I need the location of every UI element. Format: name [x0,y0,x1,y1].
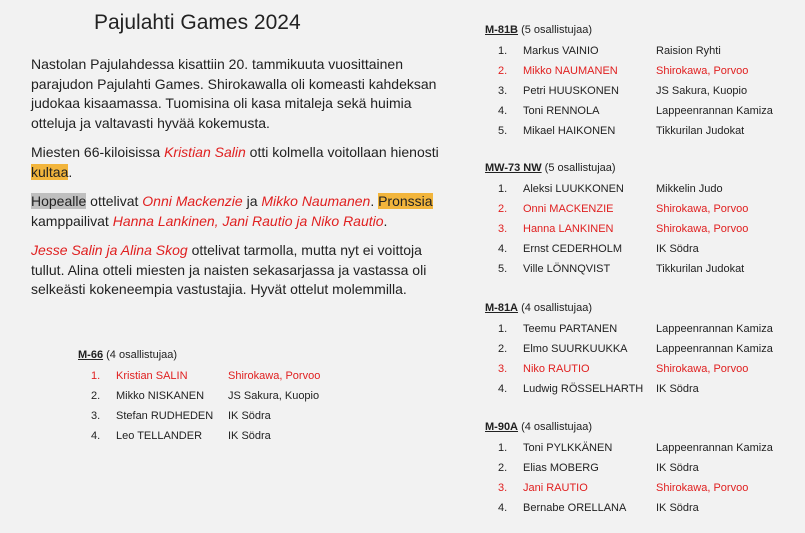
result-row [485,199,800,219]
club-name: Lappeenrannan Kamiza [656,323,773,335]
athlete-names: Hanna Lankinen, Jani Rautio ja Niko Rautio [112,212,384,229]
category-header [485,20,800,40]
athlete-name: Ernst CEDERHOLM [523,243,623,255]
participant-count: (5 osallistujaa) [541,162,616,174]
results-m90a [485,417,800,518]
result-row [485,379,800,399]
result-row [78,386,378,406]
athlete-name: Hanna LANKINEN [523,223,614,235]
result-row [485,359,800,379]
club-name: Tikkurilan Judokat [656,263,745,275]
club-name: Raision Ryhti [656,45,721,57]
club-name: Shirokawa, Porvoo [656,223,749,235]
participant-count: (4 osallistujaa) [518,302,592,314]
placement: 4. [498,383,508,395]
gold-highlight: kultaa [31,163,69,180]
club-name: Shirokawa, Porvoo [228,370,321,382]
placement: 2. [498,343,508,355]
result-row [485,498,800,518]
placement: 4. [498,243,508,255]
category-code: M-66 [78,349,104,361]
club-name: Shirokawa, Porvoo [656,363,749,375]
bronze-highlight: Pronssia [378,193,433,209]
club-name: Tikkurilan Judokat [656,125,745,137]
text: ottelivat [86,193,143,209]
athlete-name: Markus VAINIO [523,45,599,57]
text: ottelivat tarmolla, mutta nyt ei voittoja tullut. Alina otteli miesten ja naisten sekasarjassa ja vastassa oli selkeästi kokeneempia vastustajia. Hyvät ottelut molemmilla. [31,242,427,297]
results-mw73nw [485,158,800,279]
athlete-name: Teemu PARTANEN [523,323,618,335]
placement: 2. [498,203,508,215]
result-row [485,61,800,81]
result-row [485,478,800,498]
club-name: IK Södra [228,430,271,442]
athlete-name: Elmo SUURKUUKKA [523,343,628,355]
text: Miesten 66-kiloisissa [31,144,165,160]
placement: 3. [498,85,508,97]
category-code: MW-73 NW [485,162,542,174]
club-name: Lappeenrannan Kamiza [656,442,773,454]
placement: 3. [498,482,508,494]
athlete-name: Toni RENNOLA [523,105,600,117]
results-m66 [78,345,378,446]
athlete-name: Ludwig RÖSSELHARTH [523,383,644,395]
text: ja [242,193,262,209]
text: otti kolmella voitollaan hienosti [245,144,439,160]
placement: 2. [498,65,508,77]
placement: 2. [91,390,101,402]
athlete-name: Aleksi LUUKKONEN [523,183,624,195]
participant-count: (5 osallistujaa) [518,24,592,36]
athlete-name: Toni PYLKKÄNEN [523,442,613,454]
athlete-name: Mikael HAIKONEN [523,125,616,137]
silver-highlight: Hopealle [31,193,87,209]
athlete-names: Jesse Salin ja Alina Skog [31,242,188,258]
placement: 5. [498,125,508,137]
result-row [78,426,378,446]
athlete-name: Mikko NAUMANEN [523,65,618,77]
article-body [31,55,451,310]
club-name: Shirokawa, Porvoo [656,203,749,215]
athlete-name: Niko RAUTIO [523,363,590,375]
placement: 1. [498,45,508,57]
club-name: Mikkelin Judo [656,183,723,195]
placement: 3. [91,410,101,422]
results-m81a [485,298,800,399]
athlete-name: Elias MOBERG [523,462,599,474]
result-row [485,41,800,61]
club-name: Lappeenrannan Kamiza [656,105,773,117]
result-row [78,366,378,386]
text: kamppailivat [31,212,113,229]
club-name: IK Södra [656,243,699,255]
athlete-name: Ville LÖNNQVIST [523,263,611,275]
category-header [78,345,378,365]
athlete-name: Bernabe ORELLANA [523,502,627,514]
club-name: Lappeenrannan Kamiza [656,343,773,355]
athlete-name: Stefan RUDHEDEN [116,410,214,422]
athlete-name: Jani RAUTIO [523,482,588,494]
paragraph-silver-bronze [31,192,451,231]
result-row [485,259,800,279]
athlete-name: Onni Mackenzie [142,193,243,209]
category-code: M-90A [485,421,519,433]
result-row [485,339,800,359]
club-name: IK Södra [228,410,271,422]
result-row [485,101,800,121]
club-name: JS Sakura, Kuopio [228,390,320,402]
result-row [485,239,800,259]
athlete-name: Mikko Naumanen [261,193,371,209]
club-name: IK Södra [656,383,699,395]
placement: 1. [498,442,508,454]
text: . [370,193,379,209]
category-code: M-81A [485,302,519,314]
placement: 2. [498,462,508,474]
placement: 3. [498,223,508,235]
placement: 4. [498,105,508,117]
athlete-name: Leo TELLANDER [116,430,203,442]
placement: 1. [498,183,508,195]
result-row [485,219,800,239]
placement: 3. [498,363,508,375]
result-row [78,406,378,426]
result-row [485,438,800,458]
athlete-name: Kristian SALIN [116,370,188,382]
club-name: Shirokawa, Porvoo [656,482,749,494]
page-title: Pajulahti Games 2024 [94,11,301,34]
club-name: JS Sakura, Kuopio [656,85,748,97]
paragraph-gold [31,143,451,182]
paragraph-intro: Nastolan Pajulahdessa kisattiin 20. tammikuuta vuosittainen parajudon Pajulahti Games. Shirokawalla oli komeasti kahdeksan judokaa kisaamassa. Tuomisina oli kasa mitaleja sekä huimia otteluja ja valtavasti hyvää kokemusta. [31,56,437,131]
category-header [485,417,800,437]
result-row [485,179,800,199]
participant-count: (4 osallistujaa) [518,421,592,433]
paragraph-other [31,241,451,300]
category-code: M-81B [485,24,519,36]
result-row [485,81,800,101]
athlete-name: Petri HUUSKONEN [523,85,619,97]
results-m81b [485,20,800,141]
participant-count: (4 osallistujaa) [103,349,178,361]
text: . [68,163,73,180]
athlete-name: Mikko NISKANEN [116,390,205,402]
placement: 1. [91,370,101,382]
club-name: IK Södra [656,462,699,474]
category-header [485,158,800,178]
text: . [383,212,388,229]
result-row [485,121,800,141]
placement: 1. [498,323,508,335]
category-header [485,298,800,318]
placement: 4. [91,430,101,442]
club-name: Shirokawa, Porvoo [656,65,749,77]
athlete-name: Kristian Salin [164,144,246,160]
club-name: IK Södra [656,502,699,514]
athlete-name: Onni MACKENZIE [523,203,614,215]
placement: 4. [498,502,508,514]
result-row [485,458,800,478]
result-row [485,319,800,339]
placement: 5. [498,263,508,275]
